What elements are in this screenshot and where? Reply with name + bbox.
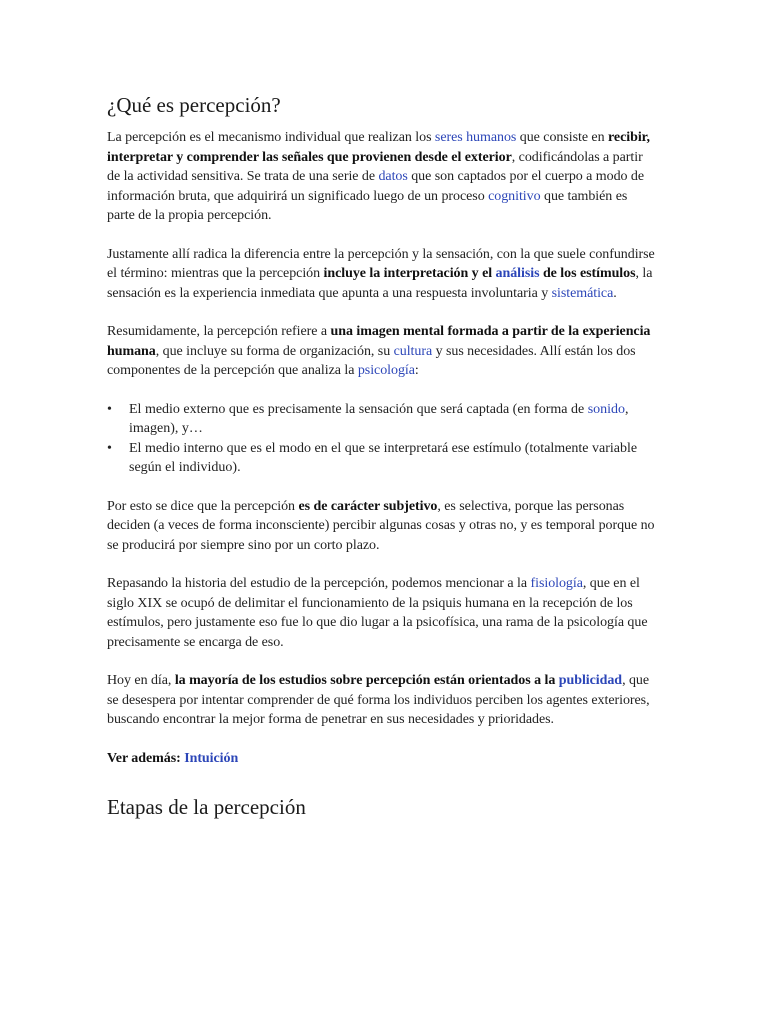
paragraph-summary bbox=[107, 322, 657, 381]
link-intuicion[interactable]: Intuición bbox=[184, 750, 239, 766]
text: El medio interno que es el modo en el que se interpretará ese estímulo (totalmente variable según el individuo). bbox=[129, 440, 638, 475]
link-cognitivo[interactable]: cognitivo bbox=[488, 188, 541, 204]
text: , que se desespera por intentar comprender de qué forma los individuos perciben los agentes exteriores, buscando encontrar la mejor forma de penetrar en sus necesidades y prioridades. bbox=[107, 673, 650, 727]
text: : bbox=[414, 363, 419, 378]
text: Repasando la historia del estudio de la percepción, podemos mencionar a la bbox=[107, 576, 531, 591]
text: , codificándolas a partir de la actividad sensitiva. Se trata de una serie de bbox=[107, 149, 643, 184]
link-psicologia[interactable]: psicología bbox=[357, 363, 415, 378]
paragraph-definition bbox=[107, 128, 657, 226]
text: que son captados por el cuerpo a modo de información bruta, que adquirirá un significado luego de un proceso bbox=[107, 169, 645, 204]
text: Hoy en día, bbox=[107, 673, 175, 688]
bold-text: recibir, interpretar y comprender las señales que provienen desde el exterior bbox=[107, 130, 650, 165]
link-sistematica[interactable]: sistemática bbox=[551, 285, 614, 301]
bold-text: es de carácter subjetivo bbox=[298, 498, 438, 514]
text: , imagen), y… bbox=[129, 401, 629, 436]
text: . bbox=[613, 285, 617, 301]
section-title: Etapas de la percepción bbox=[107, 795, 306, 819]
link-publicidad[interactable]: publicidad bbox=[558, 673, 623, 688]
bold-text: una imagen mental formada a partir de la experiencia humana bbox=[107, 324, 651, 359]
bold-text-part: incluye la interpretación y el bbox=[323, 266, 496, 281]
text: y sus necesidades. Allí están los dos componentes de la percepción que analiza la bbox=[107, 343, 636, 378]
see-also bbox=[107, 749, 657, 769]
text: Por esto se dice que la percepción bbox=[107, 498, 299, 514]
text: , la sensación es la experiencia inmediata que apunta a una respuesta involuntaria y bbox=[107, 266, 653, 301]
link-seres-humanos[interactable]: seres humanos bbox=[434, 130, 517, 145]
paragraph-history bbox=[107, 574, 657, 652]
link-datos[interactable]: datos bbox=[378, 169, 408, 184]
article bbox=[107, 90, 657, 822]
paragraph-today bbox=[107, 671, 657, 730]
paragraph-difference bbox=[107, 245, 657, 304]
bold-text-part: de los estímulos bbox=[539, 266, 636, 281]
link-sonido[interactable]: sonido bbox=[587, 401, 626, 417]
list-item bbox=[129, 439, 657, 478]
text: , es selectiva, porque las personas deciden (a veces de forma inconsciente) percibir algunas cosas y otras no, y es temporal porque no se producirá por siempre sino por un corto plazo. bbox=[107, 498, 655, 553]
text: El medio externo que es precisamente la sensación que será captada (en forma de bbox=[129, 401, 588, 417]
bold-text bbox=[175, 673, 622, 688]
link-cultura[interactable]: cultura bbox=[393, 343, 433, 359]
link-analisis[interactable]: análisis bbox=[495, 266, 540, 281]
bold-text bbox=[324, 266, 636, 281]
link-fisiologia[interactable]: fisiología bbox=[530, 576, 583, 591]
text: , que en el siglo XIX se ocupó de delimitar el funcionamiento de la psiquis humana en la recepción de los estímulos, pero justamente eso fue lo que dio lugar a la psicofísica, una rama de la psicología que precisamente se encarga de eso. bbox=[107, 576, 648, 650]
text: que consiste en bbox=[516, 130, 608, 145]
text: que también es parte de la propia percepción. bbox=[107, 188, 628, 223]
paragraph-subjective bbox=[107, 497, 657, 556]
see-also-label: Ver además: bbox=[107, 750, 181, 766]
page-title: ¿Qué es percepción? bbox=[107, 93, 281, 117]
text: Resumidamente, la percepción refiere a bbox=[107, 324, 331, 339]
components-list bbox=[107, 400, 657, 478]
text: La percepción es el mecanismo individual que realizan los bbox=[107, 130, 435, 145]
list-item bbox=[129, 400, 657, 439]
text: Justamente allí radica la diferencia entre la percepción y la sensación, con la que suele confundirse el término: mientras que la percepción bbox=[107, 246, 655, 281]
bold-text-part: la mayoría de los estudios sobre percepción están orientados a la bbox=[174, 673, 559, 688]
text: , que incluye su forma de organización, su bbox=[155, 343, 394, 359]
